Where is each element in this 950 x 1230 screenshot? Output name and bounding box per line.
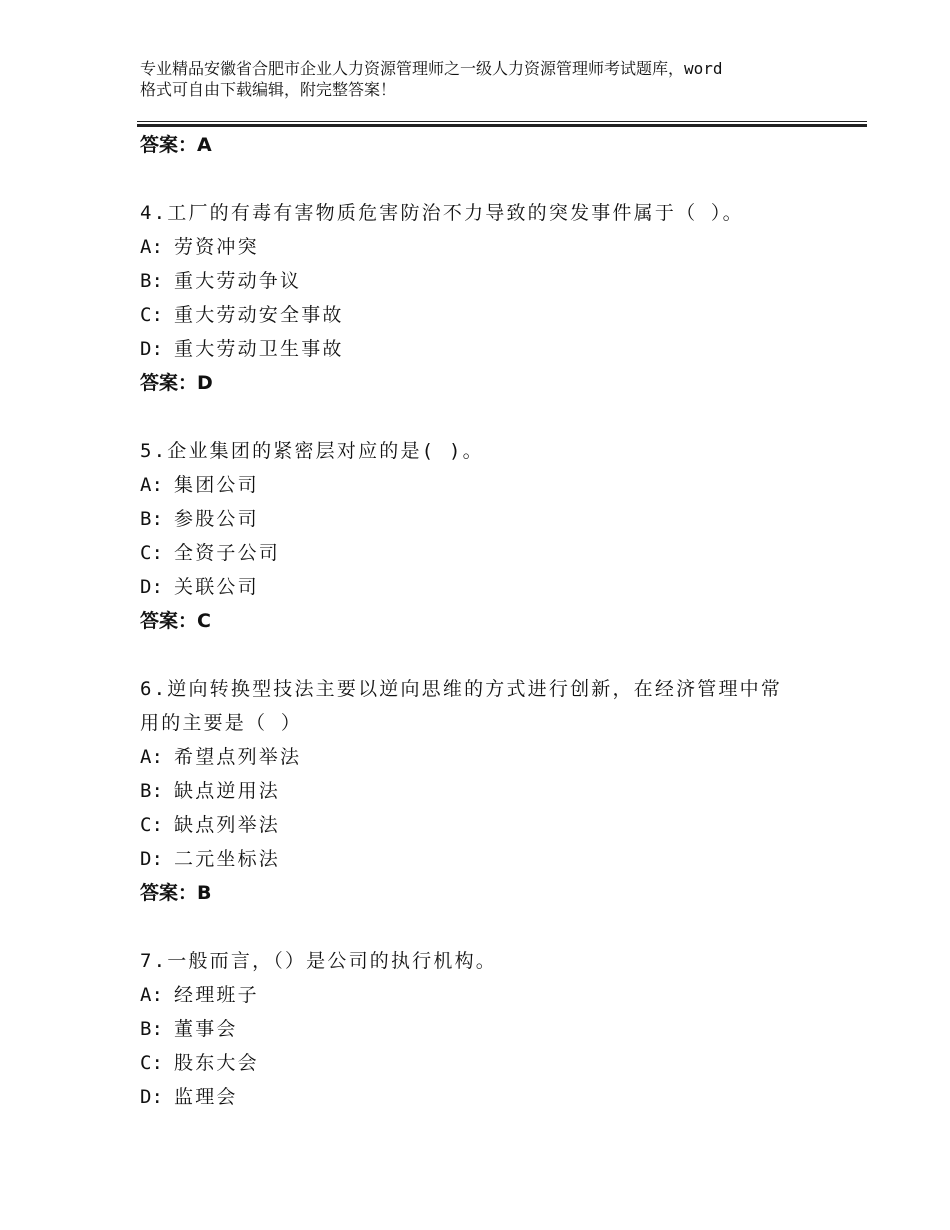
option-b: [140, 1012, 840, 1046]
option-letter: A:: [140, 236, 163, 258]
option-text: 缺点逆用法: [174, 780, 281, 802]
question-item-5: [140, 434, 840, 638]
option-c: [140, 536, 840, 570]
answer-label: 答案：C: [140, 610, 211, 632]
option-d: [140, 1080, 840, 1114]
option-c: [140, 1046, 840, 1080]
option-text: 缺点列举法: [174, 814, 281, 836]
question-stem-line-2: 用的主要是（ ）: [140, 712, 303, 734]
header-title-line-2: 格式可自由下载编辑，附完整答案！: [140, 80, 397, 99]
question-stem: 4.工厂的有毒有害物质危害防治不力导致的突发事件属于（ ）。: [140, 202, 744, 224]
option-text: 重大劳动卫生事故: [174, 338, 344, 360]
option-letter: B:: [140, 1018, 163, 1040]
question-stem: 7.一般而言，（）是公司的执行机构。: [140, 950, 497, 972]
question-list: [140, 128, 840, 1114]
option-letter: A:: [140, 474, 163, 496]
answer-label: 答案：D: [140, 372, 213, 394]
header-divider-thick: [137, 124, 867, 127]
option-letter: D:: [140, 576, 163, 598]
question-item-4: [140, 196, 840, 400]
option-letter: B:: [140, 780, 163, 802]
option-a: [140, 978, 840, 1012]
option-text: 劳资冲突: [174, 236, 259, 258]
option-b: [140, 264, 840, 298]
answer-label: 答案：B: [140, 882, 212, 904]
option-b: [140, 502, 840, 536]
option-b: [140, 774, 840, 808]
option-letter: C:: [140, 1052, 163, 1074]
option-a: [140, 468, 840, 502]
option-letter: D:: [140, 848, 163, 870]
document-header: [140, 58, 840, 100]
option-d: [140, 842, 840, 876]
option-text: 监理会: [174, 1086, 238, 1108]
question-item-7: [140, 944, 840, 1114]
option-text: 参股公司: [174, 508, 259, 530]
option-text: 股东大会: [174, 1052, 259, 1074]
option-text: 重大劳动争议: [174, 270, 302, 292]
option-text: 关联公司: [174, 576, 259, 598]
option-d: [140, 570, 840, 604]
option-letter: C:: [140, 304, 163, 326]
option-text: 董事会: [174, 1018, 238, 1040]
option-letter: C:: [140, 814, 163, 836]
option-letter: C:: [140, 542, 163, 564]
option-letter: A:: [140, 984, 163, 1006]
header-title-line-1: 专业精品安徽省合肥市企业人力资源管理师之一级人力资源管理师考试题库，word: [140, 59, 723, 78]
question-item-6: [140, 672, 840, 910]
option-text: 重大劳动安全事故: [174, 304, 344, 326]
option-c: [140, 808, 840, 842]
header-divider-thin: [137, 121, 867, 122]
option-letter: D:: [140, 338, 163, 360]
option-d: [140, 332, 840, 366]
option-text: 全资子公司: [174, 542, 281, 564]
option-a: [140, 230, 840, 264]
option-letter: B:: [140, 270, 163, 292]
option-a: [140, 740, 840, 774]
option-text: 经理班子: [174, 984, 259, 1006]
option-letter: D:: [140, 1086, 163, 1108]
option-letter: A:: [140, 746, 163, 768]
option-text: 集团公司: [174, 474, 259, 496]
option-c: [140, 298, 840, 332]
question-stem: 5.企业集团的紧密层对应的是( )。: [140, 440, 484, 462]
option-text: 二元坐标法: [174, 848, 281, 870]
option-text: 希望点列举法: [174, 746, 302, 768]
question-stem-line-1: 6.逆向转换型技法主要以逆向思维的方式进行创新，在经济管理中常: [140, 678, 783, 700]
answer-label: 答案：A: [140, 134, 212, 156]
option-letter: B:: [140, 508, 163, 530]
